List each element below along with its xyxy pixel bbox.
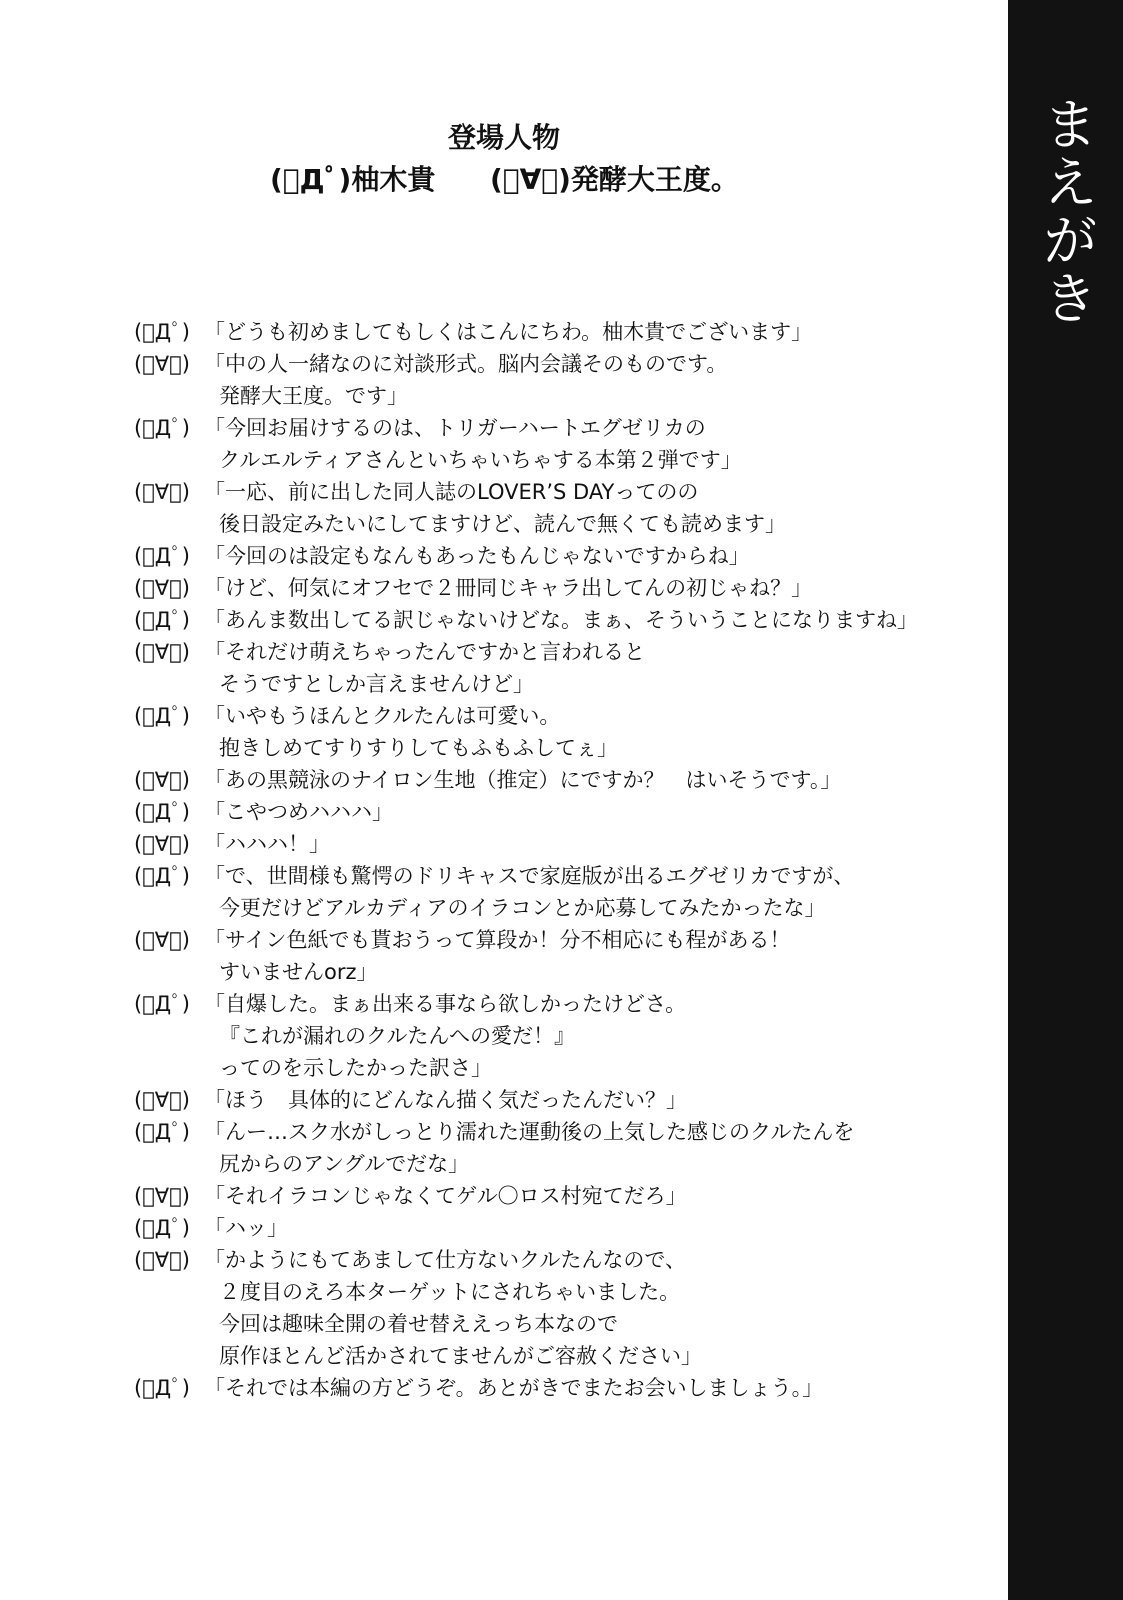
dialogue-continuation: 抱きしめてすりすりしてもふもふしてぇ」 bbox=[219, 736, 618, 760]
dialogue-entry bbox=[134, 860, 994, 924]
sidebar-char: が bbox=[1033, 211, 1099, 269]
dialogue-text: 「中の人一緒なのに対談形式。脳内会議そのものです。 bbox=[204, 352, 728, 376]
dialogue-continuation: ってのを示したかった訳さ」 bbox=[219, 1056, 492, 1080]
dialogue-entry bbox=[134, 572, 994, 604]
dialogue-line bbox=[134, 828, 994, 860]
cast-member-yuzuki: (ﾟДﾟ)柚木貴 bbox=[270, 163, 436, 196]
dialogue-text: 「今回お届けするのは、トリガーハートエグゼリカの bbox=[204, 416, 706, 440]
speaker-emoticon: (ﾟ∀ﾟ) bbox=[134, 928, 190, 952]
speaker-emoticon: (ﾟ∀ﾟ) bbox=[134, 480, 190, 504]
dialogue-text: 「一応、前に出した同人誌のLOVER’S DAYってのの bbox=[204, 480, 699, 504]
dialogue-line bbox=[134, 700, 994, 732]
dialogue-entry bbox=[134, 476, 994, 540]
dialogue-entry bbox=[134, 636, 994, 700]
dialogue-continuation: 尻からのアングルでだな」 bbox=[219, 1152, 470, 1176]
speaker-emoticon: (ﾟДﾟ) bbox=[134, 992, 190, 1016]
dialogue-line bbox=[134, 1116, 994, 1148]
dialogue-continuation: 今更だけどアルカディアのイラコンとか応募してみたかったな」 bbox=[219, 896, 826, 920]
dialogue-text: 「自爆した。まぁ出来る事なら欲しかったけどさ。 bbox=[204, 992, 687, 1016]
dialogue-entry bbox=[134, 764, 994, 796]
dialogue-text: 「ハッ」 bbox=[204, 1216, 288, 1240]
dialogue-entry bbox=[134, 540, 994, 572]
sidebar bbox=[1008, 0, 1123, 1600]
dialogue-entry bbox=[134, 348, 994, 412]
speaker-emoticon: (ﾟДﾟ) bbox=[134, 608, 190, 632]
dialogue-text: 「それだけ萌えちゃったんですかと言われると bbox=[204, 640, 645, 664]
dialogue-continuation: ２度目のえろ本ターゲットにされちゃいました。 bbox=[219, 1280, 681, 1304]
dialogue-entry bbox=[134, 700, 994, 764]
dialogue-continuation: すいませんorz」 bbox=[219, 960, 378, 984]
dialogue-entry bbox=[134, 1084, 994, 1116]
dialogue-continuation: クルエルティアさんといちゃいちゃする本第２弾です」 bbox=[219, 448, 742, 472]
dialogue-line bbox=[134, 412, 994, 444]
dialogue-text: 「今回のは設定もなんもあったもんじゃないですからね」 bbox=[204, 544, 750, 568]
cast-member-hakkou: (ﾟ∀ﾟ)発酵大王度。 bbox=[490, 163, 739, 196]
speaker-emoticon: (ﾟ∀ﾟ) bbox=[134, 1088, 190, 1112]
speaker-emoticon: (ﾟДﾟ) bbox=[134, 800, 190, 824]
sidebar-char: き bbox=[1033, 269, 1099, 327]
dialogue-entry bbox=[134, 796, 994, 828]
dialogue-continuation: 発酵大王度。です」 bbox=[219, 384, 408, 408]
dialogue-entry bbox=[134, 828, 994, 860]
sidebar-char: え bbox=[1033, 153, 1099, 211]
dialogue-entry bbox=[134, 412, 994, 476]
dialogue-entry bbox=[134, 924, 994, 988]
dialogue-text: 「けど、何気にオフセで２冊同じキャラ出してんの初じゃね？」 bbox=[204, 576, 813, 600]
dialogue-text: 「いやもうほんとクルたんは可愛い。 bbox=[204, 704, 561, 728]
dialogue-line bbox=[134, 1212, 994, 1244]
dialogue-entry bbox=[134, 316, 994, 348]
sidebar-title bbox=[1008, 95, 1123, 575]
dialogue-entry bbox=[134, 1180, 994, 1212]
dialogue-line bbox=[134, 316, 994, 348]
dialogue-line bbox=[134, 636, 994, 668]
speaker-emoticon: (ﾟДﾟ) bbox=[134, 704, 190, 728]
speaker-emoticon: (ﾟДﾟ) bbox=[134, 1120, 190, 1144]
dialogue-text: 「んー…スク水がしっとり濡れた運動後の上気した感じのクルたんを bbox=[204, 1120, 855, 1144]
dialogue-entry bbox=[134, 988, 994, 1084]
dialogue-text: 「あんま数出してる訳じゃないけどな。まぁ、そういうことになりますね」 bbox=[204, 608, 918, 632]
dialogue-continuation: そうですとしか言えませんけど」 bbox=[219, 672, 534, 696]
speaker-emoticon: (ﾟДﾟ) bbox=[134, 544, 190, 568]
dialogue-line bbox=[134, 796, 994, 828]
dialogue-entry bbox=[134, 1116, 994, 1180]
speaker-emoticon: (ﾟДﾟ) bbox=[134, 416, 190, 440]
speaker-emoticon: (ﾟДﾟ) bbox=[134, 864, 190, 888]
dialogue-text: 「で、世間様も驚愕のドリキャスで家庭版が出るエグゼリカですが、 bbox=[204, 864, 855, 888]
speaker-emoticon: (ﾟДﾟ) bbox=[134, 1376, 190, 1400]
dialogue-line bbox=[134, 1372, 994, 1404]
dialogue-continuation: 今回は趣味全開の着せ替ええっち本なので bbox=[219, 1312, 618, 1336]
dialogue-line bbox=[134, 540, 994, 572]
dialogue-text: 「あの黒競泳のナイロン生地（推定）にですか？ はいそうです。」 bbox=[204, 768, 842, 792]
speaker-emoticon: (ﾟ∀ﾟ) bbox=[134, 1248, 190, 1272]
dialogue-continuation: 『これが漏れのクルたんへの愛だ！』 bbox=[219, 1024, 575, 1048]
dialogue bbox=[134, 316, 994, 1404]
dialogue-text: 「サイン色紙でも貰おうって算段か！分不相応にも程がある！ bbox=[204, 928, 791, 952]
dialogue-continuation: 原作ほとんど活かされてませんがご容赦ください」 bbox=[219, 1344, 702, 1368]
dialogue-text: 「ほう 具体的にどんなん描く気だったんだい？」 bbox=[204, 1088, 687, 1112]
dialogue-line bbox=[134, 764, 994, 796]
dialogue-text: 「それでは本編の方どうぞ。あとがきでまたお会いしましょう。」 bbox=[204, 1376, 824, 1400]
speaker-emoticon: (ﾟДﾟ) bbox=[134, 320, 190, 344]
dialogue-text: 「かようにもてあまして仕方ないクルたんなので、 bbox=[204, 1248, 686, 1272]
dialogue-entry bbox=[134, 604, 994, 636]
speaker-emoticon: (ﾟ∀ﾟ) bbox=[134, 352, 190, 376]
dialogue-line bbox=[134, 572, 994, 604]
sidebar-char: ま bbox=[1033, 95, 1099, 153]
dialogue-continuation: 後日設定みたいにしてますけど、読んで無くても読めます」 bbox=[219, 512, 786, 536]
cast-heading: 登場人物 bbox=[447, 121, 560, 154]
speaker-emoticon: (ﾟ∀ﾟ) bbox=[134, 640, 190, 664]
header bbox=[0, 118, 1008, 158]
dialogue-text: 「どうも初めましてもしくはこんにちわ。柚木貴でございます」 bbox=[204, 320, 813, 344]
dialogue-text: 「こやつめハハハ」 bbox=[204, 800, 393, 824]
dialogue-entry bbox=[134, 1244, 994, 1372]
dialogue-entry bbox=[134, 1372, 994, 1404]
dialogue-line bbox=[134, 860, 994, 892]
dialogue-line bbox=[134, 604, 994, 636]
speaker-emoticon: (ﾟ∀ﾟ) bbox=[134, 768, 190, 792]
dialogue-text: 「それイラコンじゃなくてゲル〇ロス村宛てだろ」 bbox=[204, 1184, 687, 1208]
dialogue-entry bbox=[134, 1212, 994, 1244]
dialogue-line bbox=[134, 988, 994, 1020]
speaker-emoticon: (ﾟДﾟ) bbox=[134, 1216, 190, 1240]
dialogue-text: 「ハハハ！」 bbox=[204, 832, 330, 856]
speaker-emoticon: (ﾟ∀ﾟ) bbox=[134, 1184, 190, 1208]
dialogue-line bbox=[134, 348, 994, 380]
dialogue-line bbox=[134, 476, 994, 508]
dialogue-line bbox=[134, 1244, 994, 1276]
dialogue-line bbox=[134, 1180, 994, 1212]
speaker-emoticon: (ﾟ∀ﾟ) bbox=[134, 576, 190, 600]
dialogue-line bbox=[134, 1084, 994, 1116]
speaker-emoticon: (ﾟ∀ﾟ) bbox=[134, 832, 190, 856]
dialogue-line bbox=[134, 924, 994, 956]
